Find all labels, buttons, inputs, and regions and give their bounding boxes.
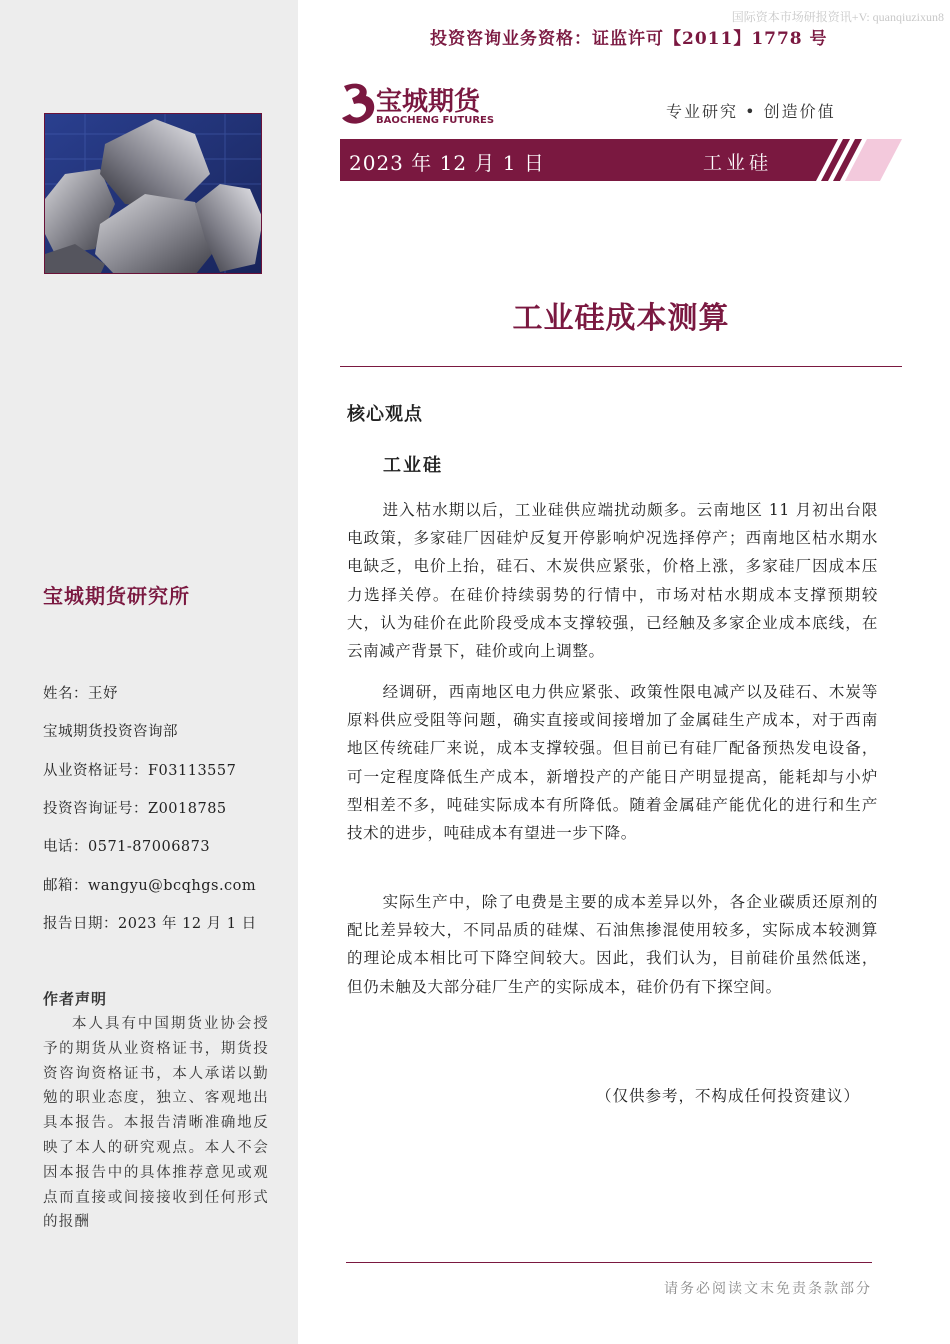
paragraph-2: 经调研，西南地区电力供应紧张、政策性限电减产以及硅石、木炭等原料供应受阻等问题，确实直接或间接增加了金属硅生产成本，对于西南地区传统硅厂来说，成本支撑较强。但目前已有硅厂配备预热发电设备，可一定程度降低生产成本，新增投产的产能日产明显提高，能耗却与小炉型相差不多，吨硅实际成本有所降低。随着金属硅产能优化的进行和生产技术的进步，吨硅成本有望进一步下降。 bbox=[347, 683, 878, 843]
qualification-number: 从业资格证号：F03113557 bbox=[43, 763, 237, 779]
research-institute-name: 宝城期货研究所 bbox=[43, 584, 190, 608]
author-name: 姓名：王妤 bbox=[43, 686, 118, 702]
logo-mark-icon bbox=[342, 84, 374, 124]
core-view-heading: 核心观点 bbox=[347, 404, 423, 425]
watermark: 国际资本市场研报资讯+V: quanqiuzixun8 bbox=[731, 10, 944, 24]
declaration-title: 作者声明 bbox=[43, 990, 108, 1008]
title-divider bbox=[340, 366, 902, 367]
report-date: 报告日期：2023 年 12 月 1 日 bbox=[43, 916, 257, 932]
paragraph-3: 实际生产中，除了电费是主要的成本差异以外，各企业碳质还原剂的配比差异较大，不同品质的硅煤、石油焦掺混使用较多，实际成本较测算的理论成本相比可下降空间较大。因此，我们认为，目前硅价虽然低迷，但仍未触及大部分硅厂生产的实际成本，硅价仍有下探空间。 bbox=[347, 893, 878, 996]
banner-date: 2023 年 12 月 1 日 bbox=[349, 151, 545, 175]
declaration-body: 本人具有中国期货业协会授予的期货从业资格证书，期货投资咨询资格证书，本人承诺以勤勉的职业态度，独立、客观地出具本报告。本报告清晰准确地反映了本人的研究观点。本人不会因本报告中的具体推荐意见或观点而直接或间接接收到任何形式的报酬 bbox=[43, 1016, 269, 1231]
logo-text-en: BAOCHENG FUTURES bbox=[376, 115, 495, 126]
logo-text-cn: 宝城期货 bbox=[376, 87, 481, 117]
baocheng-logo bbox=[340, 80, 510, 130]
consulting-number: 投资咨询证号：Z0018785 bbox=[43, 801, 227, 817]
paragraph-1: 进入枯水期以后，工业硅供应端扰动颇多。云南地区 11 月初出台限电政策，多家硅厂因硅炉反复开停影响炉况选择停产；西南地区枯水期水电缺乏，电价上抬，硅石、木炭供应紧张，价格上涨，多家硅厂因成本压力选择关停。在硅价持续弱势的行情中，市场对枯水期成本支撑预期较大，认为硅价在此阶段受成本支撑较强，已经触及多家企业成本底线，在云南减产背景下，硅价或向上调整。 bbox=[347, 501, 878, 661]
report-title: 工业硅成本测算 bbox=[512, 301, 730, 336]
sidebar bbox=[0, 0, 298, 1344]
footer-note: 请务必阅读文末免责条款部分 bbox=[664, 1281, 872, 1297]
license-statement: 投资咨询业务资格：证监许可【2011】1778 号 bbox=[430, 29, 828, 49]
disclaimer: （仅供参考，不构成任何投资建议） bbox=[596, 1087, 861, 1105]
author-email: 邮箱：wangyu@bcqhgs.com bbox=[43, 878, 257, 894]
banner-subject: 工业硅 bbox=[703, 152, 773, 174]
silicon-cover-image bbox=[44, 113, 262, 274]
author-phone: 电话：0571-87006873 bbox=[43, 839, 211, 855]
section-heading: 工业硅 bbox=[383, 455, 443, 476]
footer-divider bbox=[346, 1262, 872, 1263]
author-department: 宝城期货投资咨询部 bbox=[43, 724, 178, 740]
slogan: 专业研究 • 创造价值 bbox=[666, 102, 836, 121]
